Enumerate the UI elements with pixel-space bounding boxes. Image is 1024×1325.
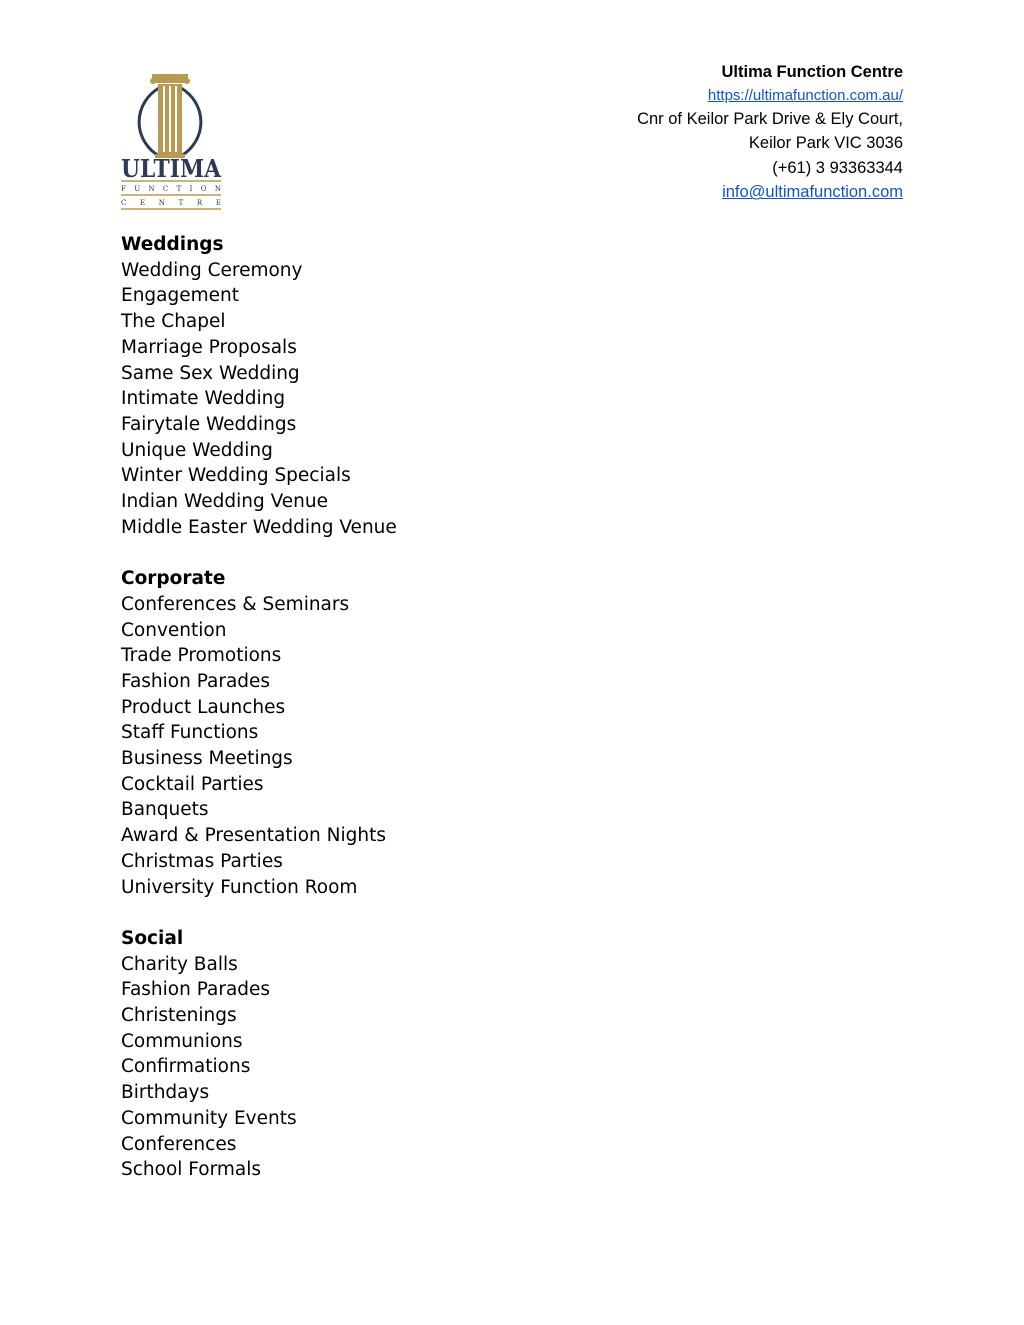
list-item: Conferences (121, 1133, 237, 1155)
list-item: Wedding Ceremony (121, 259, 303, 281)
section-corporate (121, 566, 621, 900)
list-item: Charity Balls (121, 953, 238, 975)
list-item: Convention (121, 619, 227, 641)
list-item: Trade Promotions (121, 645, 282, 667)
section-items (121, 952, 621, 1183)
list-item: Engagement (121, 285, 240, 307)
section-items (121, 258, 621, 541)
address-line-2: Keilor Park VIC 3036 (748, 134, 903, 153)
address-line-1: Cnr of Keilor Park Drive & Ely Court, (637, 109, 903, 128)
list-item: Fashion Parades (121, 670, 271, 692)
section-weddings (121, 232, 621, 540)
contact-block (483, 60, 903, 205)
list-item: Conferences & Seminars (121, 593, 350, 615)
section-heading: Corporate (121, 568, 226, 590)
list-item: Communions (121, 1030, 243, 1052)
list-item: Award & Presentation Nights (121, 825, 386, 847)
logo-line3: CENTRE (121, 199, 221, 207)
list-item: Middle Easter Wedding Venue (121, 516, 397, 538)
section-social (121, 926, 621, 1183)
section-heading: Social (121, 927, 184, 949)
list-item: Indian Wedding Venue (121, 491, 329, 513)
list-item: Birthdays (121, 1082, 210, 1104)
logo-wordmark: ULTIMA (121, 154, 222, 183)
list-item: The Chapel (121, 311, 226, 333)
list-item: Same Sex Wedding (121, 362, 300, 384)
list-item: Fashion Parades (121, 979, 271, 1001)
list-item: Business Meetings (121, 748, 293, 770)
logo-line2: FUNCTION (121, 185, 221, 193)
list-item: Intimate Wedding (121, 388, 286, 410)
list-item: Winter Wedding Specials (121, 465, 351, 487)
list-item: School Formals (121, 1159, 262, 1181)
section-heading: Weddings (121, 234, 224, 255)
list-item: Banquets (121, 799, 209, 821)
list-item: Cocktail Parties (121, 773, 264, 795)
list-item: Marriage Proposals (121, 336, 297, 358)
list-item: Christmas Parties (121, 850, 283, 872)
list-item: Fairytale Weddings (121, 413, 297, 435)
list-item: Unique Wedding (121, 439, 273, 461)
services-list (121, 232, 621, 1209)
list-item: Product Launches (121, 696, 286, 718)
section-items (121, 592, 621, 900)
company-name: Ultima Function Centre (721, 63, 903, 81)
list-item: University Function Room (121, 876, 358, 898)
company-logo (119, 70, 229, 212)
list-item: Confirmations (121, 1056, 251, 1078)
list-item: Christenings (121, 1005, 237, 1027)
list-item: Staff Functions (121, 722, 259, 744)
website-link[interactable]: https://ultimafunction.com.au/ (707, 86, 903, 104)
list-item: Community Events (121, 1107, 297, 1129)
phone-number: (+61) 3 93363344 (772, 158, 903, 177)
email-link[interactable]: info@ultimafunction.com (722, 183, 903, 202)
